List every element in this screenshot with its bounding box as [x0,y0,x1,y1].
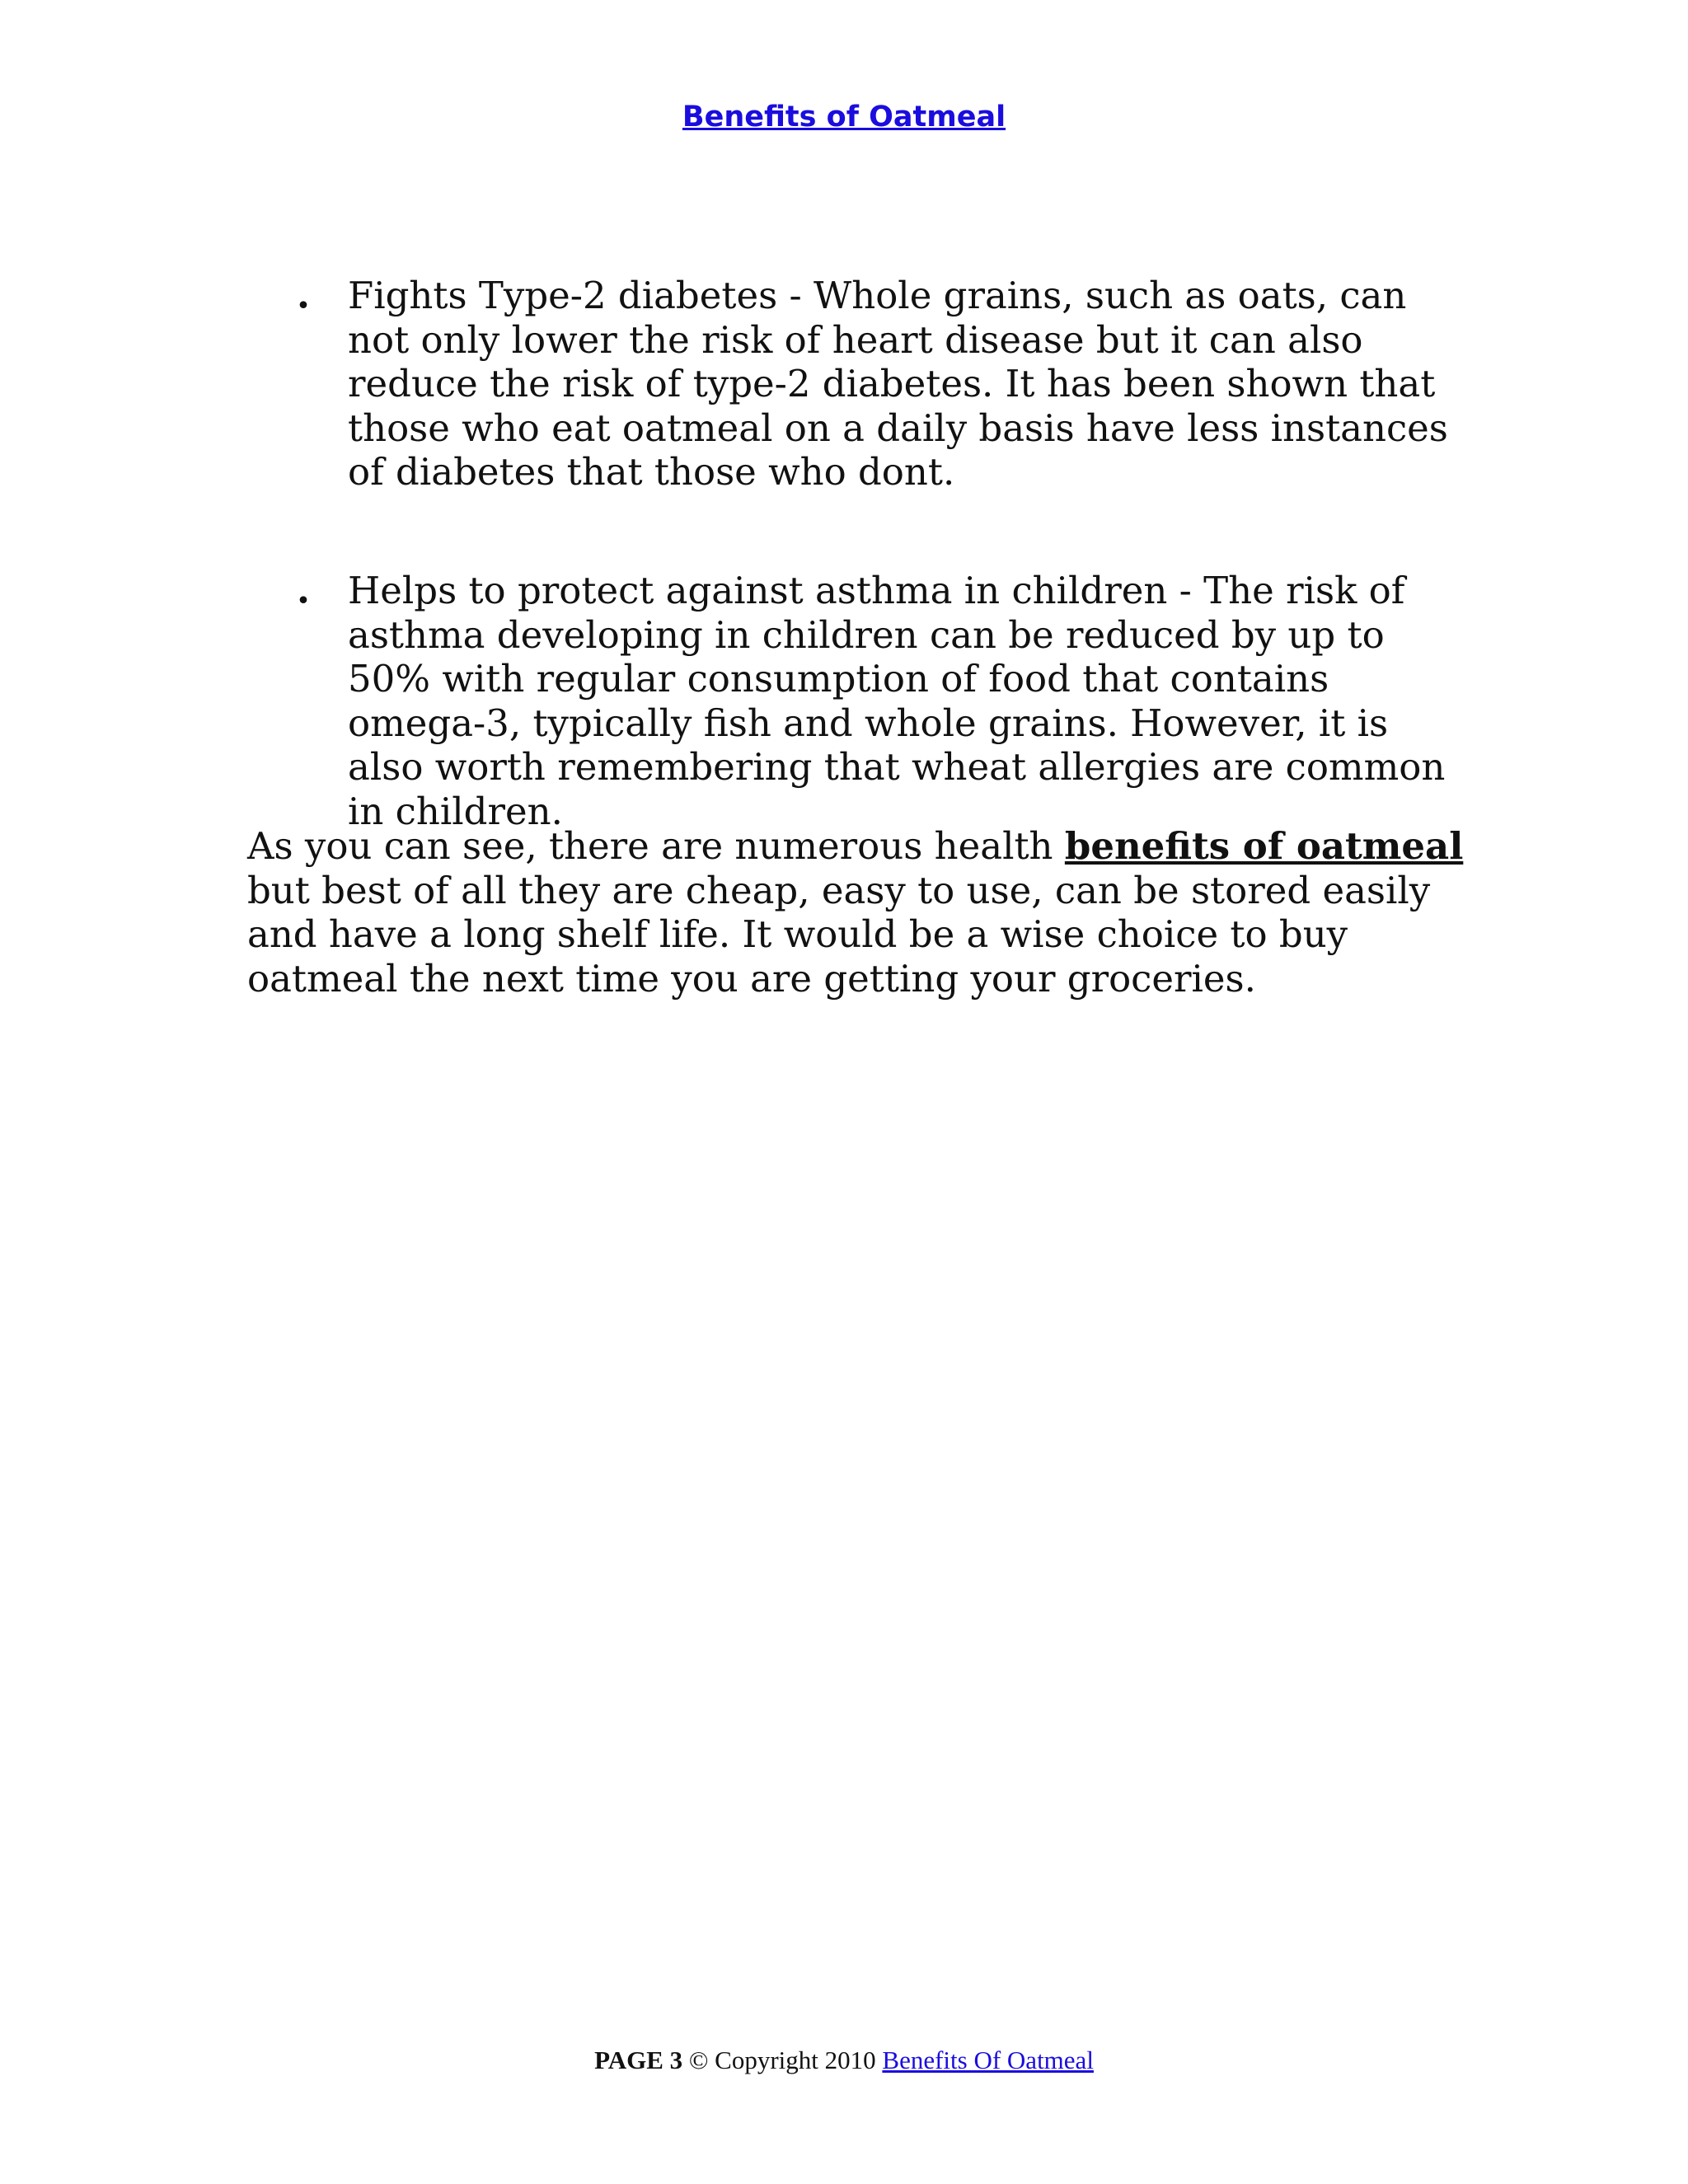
page-number-label: PAGE 3 [594,2046,683,2074]
closing-paragraph [247,824,1467,1001]
bullet-icon: • [296,292,311,321]
header-title-link[interactable]: Benefits of Oatmeal [682,101,1006,134]
footer-site-link[interactable]: Benefits Of Oatmeal [882,2046,1094,2074]
page-footer [0,2044,1688,2077]
bullet-icon: • [296,587,311,616]
page-header [0,97,1688,137]
closing-text-before: As you can see, there are numerous health [247,824,1065,868]
closing-text-after: but best of all they are cheap, easy to use, can be stored easily and have a long shelf life. It would be a wise choice to buy oatmeal the next time you are getting your groceries. [247,868,1431,1001]
bullet-item-asthma: Helps to protect against asthma in children - The risk of asthma developing in children can be reduced by up to 50% with regular consumption of food that contains omega-3, typically fish and whole grains. However, it is also worth remembering that wheat allergies are common in children. [348,569,1446,833]
closing-emphasis: benefits of oatmeal [1064,824,1464,868]
copyright-text: © Copyright 2010 [682,2046,883,2074]
bullet-item-diabetes: Fights Type-2 diabetes - Whole grains, such as oats, can not only lower the risk of heart disease but it can also reduce the risk of type-2 diabetes. It has been shown that those who eat oatmeal on a daily basis have less instances of diabetes that those who dont. [348,274,1448,494]
